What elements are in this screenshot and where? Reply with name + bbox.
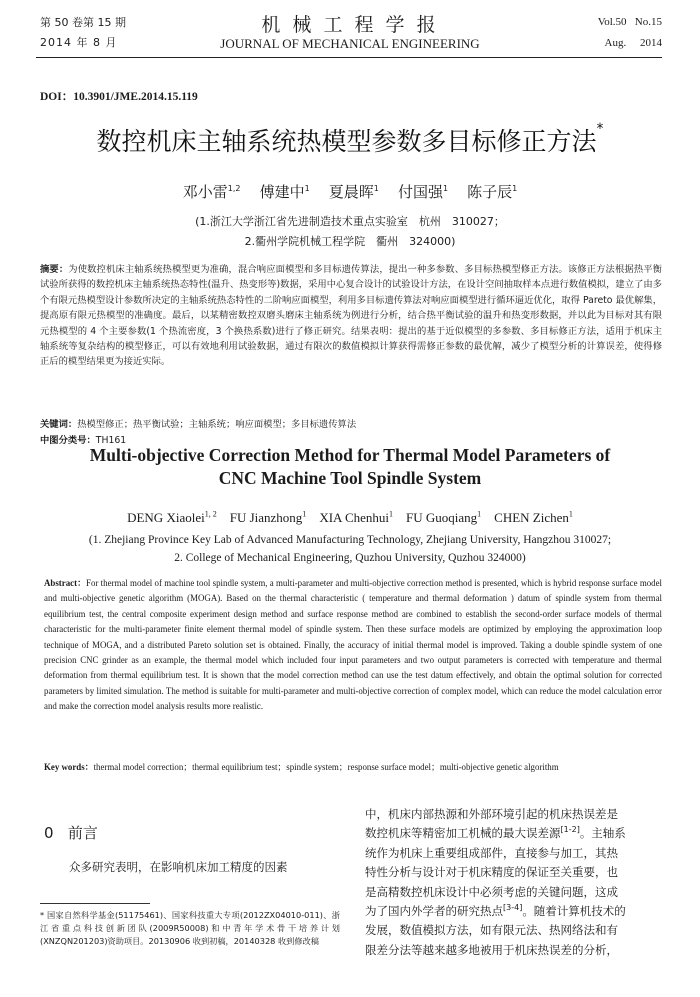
journal-title-en: JOURNAL OF MECHANICAL ENGINEERING [220, 36, 480, 51]
abstract-cn-text: 为使数控机床主轴系统热模型更为准确，混合响应面模型和多目标遗传算法，提出一种多参数、多目标热模型修正方法。该修正方法根据热平衡试验所获得的数控机床主轴系统热态特性(温升、热变形等)数据，采用中心复合设计的试验设计方法，在设计空间抽取样本点进行数值模拟，建立了由多个有限元热模型设计参数所决定的主轴系统热态特性的二阶响应面模型，利用多目标遗传算法对响应面模型进行循环逼近优化，取得 Pareto 最优解集，提高原有限元热模型的准确度。最后，以某精密数控双磨头磨床主轴系统为例进行分析，结合热平衡试验的温升和热变形数据，并以此为目标对其有限元热模型的 4 个主要参数(1 个热流密度，3 个换热系数)进行了修正研究。结果表明：提出的基于近似模型的多参数、多目标修正方法，适用于机床主轴系统等复杂结构的模型修正，可以有效地利用试验数据，通过有限次的数值模拟计算获得需修正参数的最优解，减少了模型分析的计算误差，使得修正后的模型结果更为接近实际。 [40, 264, 662, 368]
abstract-en [44, 576, 662, 715]
body-right-line: 是高精数控机床设计中必须考虑的关键问题，这成 [365, 884, 618, 899]
authors-cn [0, 181, 700, 202]
section-heading [44, 822, 98, 843]
body-right [365, 805, 662, 960]
title-cn-text: 数控机床主轴系统热模型参数多目标修正方法 [96, 127, 597, 156]
abstract-en-label: Abstract： [44, 578, 87, 588]
title-en-line-2: CNC Machine Tool Spindle System [218, 468, 482, 488]
section-number: 0 [44, 824, 54, 842]
affiliation-en-1: (1. Zhejiang Province Key Lab of Advanced Manufacturing Technology, Zhejiang University, Hangzhou 310027; [88, 534, 612, 546]
body-right-line: 统作为机床上重要组成部件，直接参与加工，其热 [365, 845, 618, 860]
abstract-cn-label: 摘要： [40, 264, 69, 275]
keywords-cn [40, 417, 662, 432]
citation: [1-2] [560, 825, 580, 835]
volume-issue: 第 50 卷第 15 期 [40, 16, 126, 29]
affiliation-cn-1: (1.浙江大学浙江省先进制造技术重点实验室 杭州 310027； [195, 215, 505, 228]
abstract-cn [40, 262, 662, 370]
doi: DOI：10.3901/JME.2014.15.119 [40, 91, 198, 103]
author-cn: 傅建中$^1$ [259, 183, 310, 201]
author-en: CHEN Zichen$^1$ [494, 509, 573, 525]
body-right-line: 限差分法等越来越多地被用于机床热误差的分析， [365, 942, 618, 957]
body-right-line: 中，机床内部热源和外部环境引起的机床热误差是 [365, 807, 618, 821]
affiliation-en-2: 2. College of Mechanical Engineering, Quzhou University, Quzhou 324000) [174, 552, 526, 564]
author-en: FU Jianzhong$^1$ [229, 509, 307, 525]
month-year: Aug. 2014 [604, 37, 662, 49]
body-right-line: 发展，数值模拟方法，如有限元法、热网络法和有 [365, 923, 618, 938]
title-en-line-1: Multi-objective Correction Method for Thermal Model Parameters of [89, 445, 611, 465]
affiliation-cn-2: 2.衢州学院机械工程学院 衢州 324000) [244, 235, 456, 248]
author-cn: 夏晨晖$^1$ [328, 183, 379, 201]
volume-number: Vol.50 No.15 [597, 16, 662, 28]
title-footnote-mark: * [596, 121, 604, 137]
title-cn [0, 122, 700, 158]
keywords-cn-text: 热模型修正；热平衡试验；主轴系统；响应面模型；多目标遗传算法 [77, 419, 357, 430]
author-en: FU Guoqiang$^1$ [406, 509, 482, 525]
journal-title-cn: 机 械 工 程 学 报 [261, 14, 439, 36]
authors-en [0, 510, 700, 526]
author-en: DENG Xiaolei$^{1, 2}$ [127, 509, 217, 525]
keywords-en [44, 760, 662, 775]
abstract-en-text: For thermal model of machine tool spindle system, a multi-parameter and multi-objective correction method is presented, which is hybrid response surface model and multi-objective genetic algorithm (MOGA). Based on the thermal characteristic ( temperature and thermal deformation ) datum of spindle system from thermal equilibrium test, the central composite experiment design method and surface response method are combined to establish the second-order surface models of thermal characteristic for the multi-parameter finite element thermal model of spindle system. Then these surface models are optimized by employing the approximation loop technique of MOGA, and a distributed Pareto solution set is obtained. Finally, the accuracy of initial thermal model is improved. Taking a double spindle system of one precision CNC grinder as an example, the thermal model which included four input parameters and two output parameters is corrected with temperature and thermal deformation from thermal equilibrium test. It is shown that the model correction method can use the test datum effectively, and obtain the optimal solution for corrected parameters by limited simulation. The method is suitable for multi-parameter and multi-objective correction of complex model, which can reduce the model calculation error and make the correction model analysis results more realistic. [44, 578, 662, 712]
author-cn: 邓小雷$^{1,2}$ [182, 183, 241, 201]
section-title: 前言 [67, 824, 98, 842]
title-en [0, 444, 700, 490]
clc-value: TH161 [95, 435, 127, 446]
body-right-line: 特性分析与设计对于机床精度的保证至关重要，也 [365, 865, 618, 880]
body-left-paragraph: 众多研究表明，在影响机床加工精度的因素 [69, 860, 288, 874]
clc-label: 中图分类号： [40, 435, 96, 446]
author-en: XIA Chenhui$^1$ [319, 509, 394, 525]
body-right-line: 为了国内外学者的研究热点[3-4]。随着计算机技术的 [365, 903, 626, 919]
keywords-en-text: thermal model correction；thermal equilibrium test；spindle system；response surface model；multi-objective genetic algorithm [93, 762, 559, 772]
affiliation-en [0, 531, 700, 567]
funding-footnote: * 国家自然科学基金(51175461)、国家科技重大专项(2012ZX04010-011)、浙江省重点科技创新团队(2009R50008)和中青年学术骨干培养计划(XNZQN201203)资助项目。20130906 收到初稿，20140328 收到修改稿 [40, 910, 340, 946]
footnote-rule [40, 903, 150, 904]
keywords-en-label: Key words： [44, 762, 94, 772]
body-right-line: 数控机床等精密加工机械的最大误差源[1-2]。主轴系 [365, 825, 626, 841]
issue-date: 2014 年 8 月 [40, 36, 118, 49]
author-cn: 陈子辰$^1$ [467, 183, 518, 201]
keywords-cn-label: 关键词： [40, 419, 78, 430]
author-cn: 付国强$^1$ [397, 183, 449, 201]
citation: [3-4] [503, 903, 523, 913]
header-rule [36, 57, 662, 58]
